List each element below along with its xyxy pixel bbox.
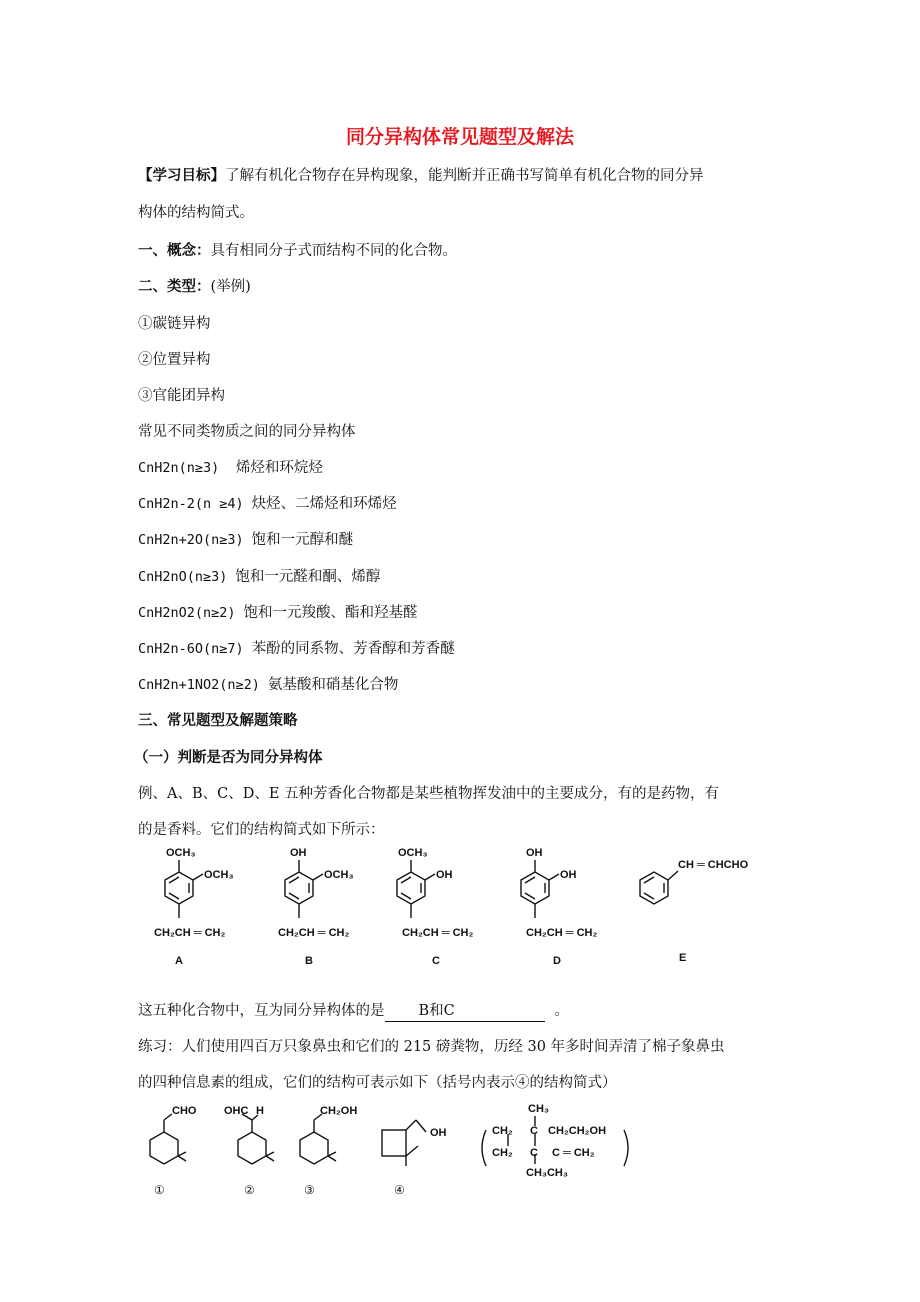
group-cho: CHO [172, 1105, 197, 1117]
answer-blank: B和C [385, 1001, 545, 1022]
group-b-side: OCH₃ [324, 869, 354, 881]
section-3-heading: 三、常见题型及解题策略 [138, 712, 298, 729]
group-d-top: OH [526, 847, 543, 859]
example-line-2: 的是香料。它们的结构简式如下所示： [138, 822, 385, 838]
formula-desc: 炔烃、二烯烃和环烯烃 [251, 496, 397, 512]
practice-line-2: 的四种信息素的组成，它们的结构可表示如下（括号内表示④的结构简式） [138, 1075, 617, 1091]
label-d: D [553, 955, 561, 967]
cyclohexane-ring-1 [150, 1132, 178, 1164]
bracket-row2-c: C [530, 1147, 538, 1159]
group-c-side: OH [436, 869, 453, 881]
group-c-top: OCH₃ [398, 847, 428, 859]
formula-row [138, 603, 418, 623]
common-heading: 常见不同类物质之间的同分异构体 [138, 424, 356, 440]
group-d-side: OH [560, 869, 577, 881]
allyl-c: CH₂CH ═ CH₂ [402, 927, 474, 939]
group-b-top: OH [290, 847, 307, 859]
formula: CnH2nO2(n≥2) [138, 605, 236, 621]
formula: CnH2n+2O(n≥3) [138, 532, 244, 548]
types-label: 二、类型： [138, 278, 211, 295]
allyl-b: CH₂CH ═ CH₂ [278, 927, 350, 939]
structures-row-2 [130, 1098, 640, 1200]
formula-desc: 饱和一元醛和酮、烯醇 [235, 569, 381, 585]
concept-line [138, 241, 457, 261]
allyl-d: CH₂CH ═ CH₂ [526, 927, 598, 939]
bracket-row2-right: C ═ CH₂ [552, 1147, 595, 1159]
group-oh: OH [430, 1127, 447, 1139]
cyclobutane-ring-4 [382, 1130, 406, 1156]
concept-label: 一、概念： [138, 242, 211, 259]
formula-row [138, 494, 397, 514]
group-h: H [256, 1105, 264, 1117]
label-a: A [175, 955, 183, 967]
formula: CnH2nO(n≥3) [138, 569, 228, 585]
answer-suffix: 。 [554, 1003, 569, 1019]
formula-desc: 烯烃和环烷烃 [231, 460, 323, 476]
formula-desc: 氨基酸和硝基化合物 [267, 677, 399, 693]
answer-prefix: 这五种化合物中，互为同分异构体的是 [138, 1003, 385, 1019]
objective-label: 【学习目标】 [138, 167, 225, 184]
bracket-row1-right: CH₂CH₂OH [548, 1125, 607, 1137]
structures-row-1 [130, 838, 790, 974]
practice-line-1: 练习：人们使用四百万只象鼻虫和它们的 215 磅粪物，历经 30 年多时间弄清了棉子象鼻虫 [138, 1039, 725, 1055]
chain-e: CH ═ CHCHO [678, 859, 749, 871]
type-item-1: ①碳链异构 [138, 316, 211, 332]
bracket-row1-left: CH₂ [492, 1125, 513, 1137]
formula: CnH2n+1NO2(n≥2) [138, 677, 260, 693]
section-3-sub-1: （一）判断是否为同分异构体 [134, 749, 323, 766]
label-1: ① [154, 1183, 165, 1197]
cyclohexane-ring-2 [238, 1132, 266, 1164]
group-a-side: OCH₃ [204, 869, 234, 881]
objective-line-2: 构体的结构简式。 [138, 205, 254, 221]
formula-row [138, 458, 323, 478]
bracket-top: CH₃ [528, 1103, 549, 1115]
group-ch2oh: CH₂OH [320, 1105, 358, 1117]
formula: CnH2n-6O(n≥7) [138, 641, 244, 657]
bracket-row2-left: CH₂ [492, 1147, 513, 1159]
formula-desc: 饱和一元醇和醚 [251, 532, 354, 548]
formula: CnH2n-2(n ≥4) [138, 496, 244, 512]
formula-row [138, 567, 380, 587]
type-item-2: ②位置异构 [138, 352, 211, 368]
bracket-bottom: CH₃CH₃ [526, 1167, 568, 1179]
page-title: 同分异构体常见题型及解法 [345, 126, 574, 148]
formula-desc: 苯酚的同系物、芳香醇和芳香醚 [251, 641, 455, 657]
bracket-row1-c: C [530, 1125, 538, 1137]
formula: CnH2n(n≥3) [138, 460, 220, 476]
formula-row [138, 639, 455, 659]
label-2: ② [244, 1183, 255, 1197]
type-item-3: ③官能团异构 [138, 388, 225, 404]
types-note: (举例) [210, 279, 251, 295]
allyl-a: CH₂CH ═ CH₂ [154, 927, 226, 939]
group-ohc: OHC [224, 1105, 249, 1117]
objective-line-1 [138, 166, 704, 186]
cyclohexane-ring-3 [300, 1132, 328, 1164]
label-c: C [432, 955, 440, 967]
label-e: E [679, 952, 687, 964]
formula-row [138, 530, 353, 550]
label-b: B [305, 955, 313, 967]
group-a-top: OCH₃ [166, 847, 196, 859]
formula-row [138, 675, 398, 695]
label-4: ④ [394, 1183, 405, 1197]
label-3: ③ [304, 1183, 315, 1197]
objective-text-1: 了解有机化合物存在异构现象，能判断并正确书写简单有机化合物的同分异 [225, 168, 704, 184]
answer-line [138, 1001, 569, 1022]
example-line-1: 例、A、B、C、D、E 五种芳香化合物都是某些植物挥发油中的主要成分，有的是药物，有 [138, 786, 720, 802]
formula-desc: 饱和一元羧酸、酯和羟基醛 [243, 605, 418, 621]
concept-text: 具有相同分子式而结构不同的化合物。 [210, 243, 457, 259]
types-line [138, 277, 251, 297]
